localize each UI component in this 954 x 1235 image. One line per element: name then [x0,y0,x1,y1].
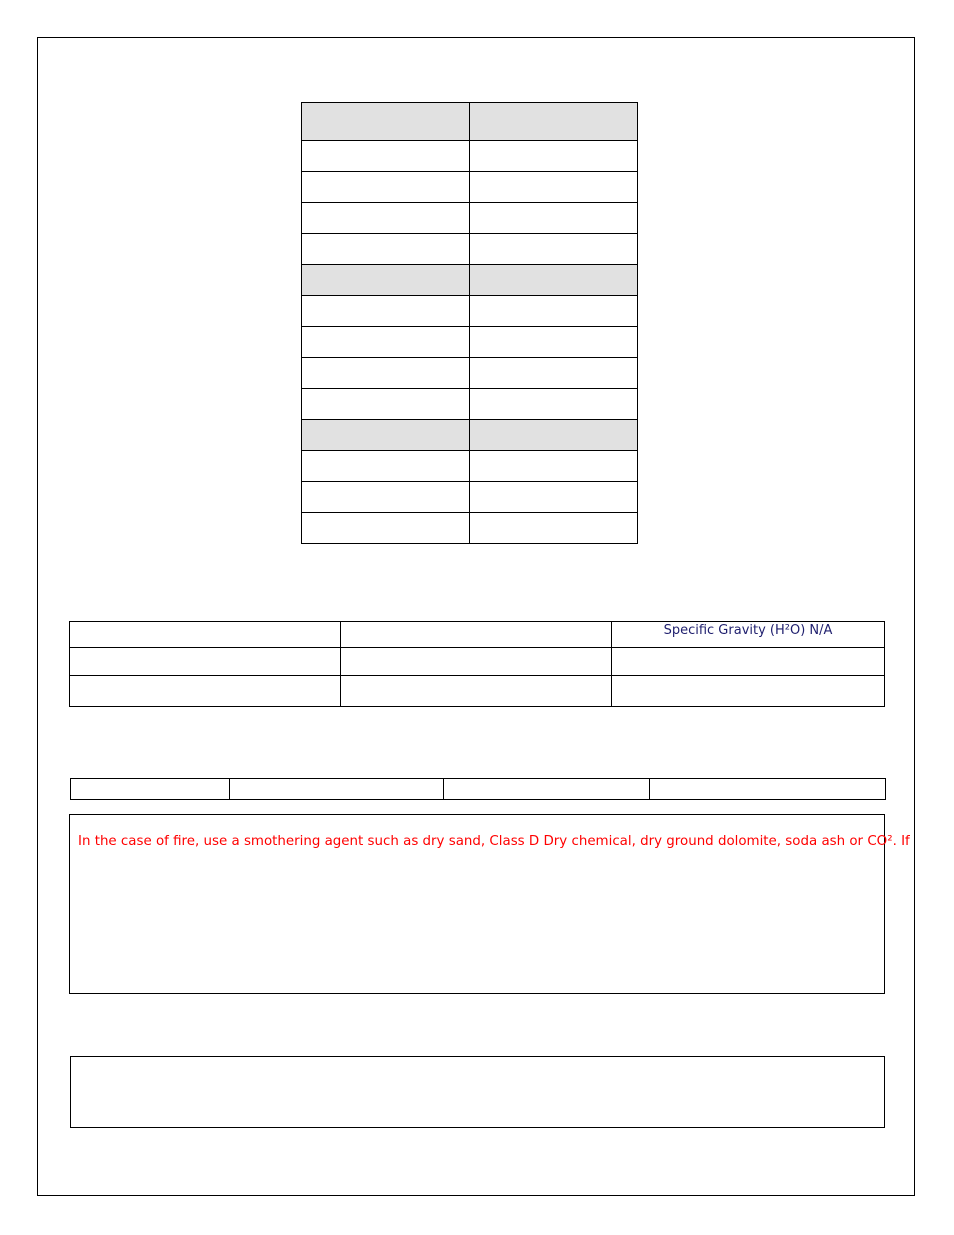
table-row [302,482,638,513]
table-row [302,389,638,420]
table-header-row [302,103,638,141]
table-header-row [302,420,638,451]
properties-table [301,102,638,544]
table-row [302,141,638,172]
specific-gravity-label: Specific Gravity (H²O) N/A [612,622,885,648]
table-row [302,203,638,234]
table-row [302,234,638,265]
table-row [302,358,638,389]
table-row [71,779,886,800]
fire-fighting-box [69,814,910,994]
table-row [70,676,885,707]
table-row [70,622,885,648]
physical-properties-table [69,621,885,707]
table-row [302,513,638,544]
flammability-table [70,778,886,800]
table-row [302,451,638,482]
table-row [302,327,638,358]
fire-fighting-text: In the case of fire, use a smothering agent such as dry sand, Class D Dry chemical, dry ground dolomite, soda ash or CO². If [78,834,910,849]
table-row [70,648,885,676]
table-row [302,296,638,327]
table-row [302,172,638,203]
empty-info-box [70,1056,885,1128]
table-header-row [302,265,638,296]
